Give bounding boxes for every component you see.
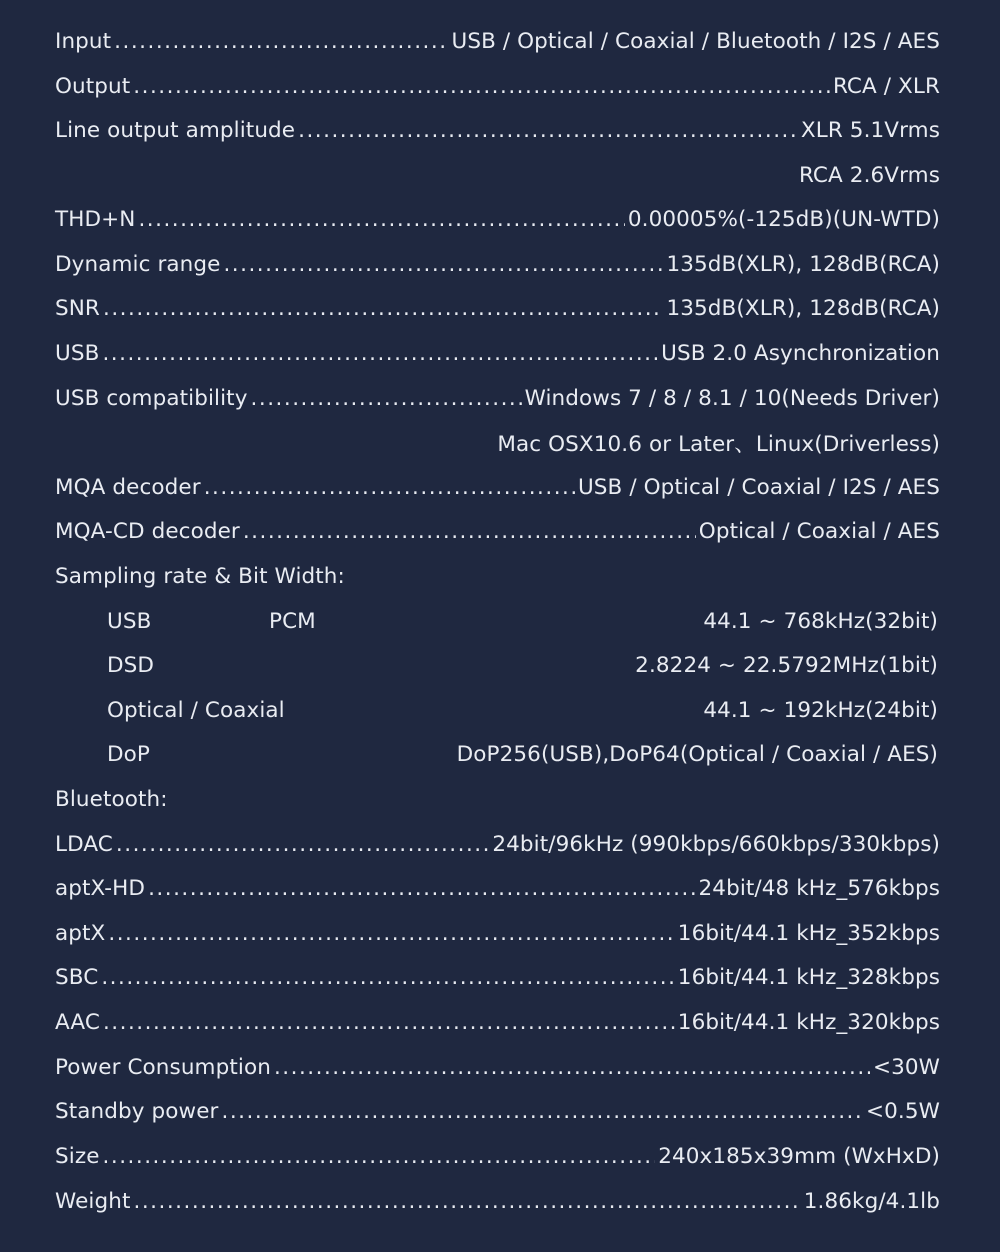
spec-row-snr bbox=[55, 288, 940, 328]
spec-label: USB bbox=[55, 340, 100, 366]
spec-label: Standby power bbox=[55, 1098, 219, 1124]
spec-value: USB / Optical / Coaxial / Bluetooth / I2S / AES bbox=[451, 28, 940, 54]
sampling-heading bbox=[55, 556, 940, 596]
sampling-value: 44.1 ~ 768kHz(32bit) bbox=[703, 608, 938, 634]
leader-dots bbox=[221, 1099, 863, 1124]
bluetooth-row-ldac bbox=[55, 824, 940, 864]
spec-label: SBC bbox=[55, 964, 99, 990]
leader-dots bbox=[134, 1189, 801, 1214]
sampling-row-usb bbox=[107, 601, 938, 641]
leader-dots bbox=[116, 832, 489, 857]
leader-dots bbox=[102, 341, 658, 366]
spec-label: THD+N bbox=[55, 206, 136, 232]
spec-label: Weight bbox=[55, 1188, 131, 1214]
bluetooth-row-aptx bbox=[55, 913, 940, 953]
bluetooth-heading bbox=[55, 779, 940, 819]
spec-label: Dynamic range bbox=[55, 251, 221, 277]
sampling-row-dsd bbox=[107, 645, 938, 685]
spec-value: RCA 2.6Vrms bbox=[798, 162, 940, 188]
spec-label: aptX-HD bbox=[55, 875, 146, 901]
spec-value: RCA / XLR bbox=[832, 73, 940, 99]
spec-row-standby-power bbox=[55, 1091, 940, 1131]
spec-value: 135dB(XLR), 128dB(RCA) bbox=[666, 251, 940, 277]
spec-row-weight bbox=[55, 1181, 940, 1221]
spec-value: 16bit/44.1 kHz_328kbps bbox=[677, 964, 940, 990]
spec-row-size bbox=[55, 1136, 940, 1176]
spec-value: USB / Optical / Coaxial / I2S / AES bbox=[577, 474, 940, 500]
sampling-label: USB bbox=[107, 608, 152, 634]
spec-row-line-output-amplitude bbox=[55, 110, 940, 150]
sampling-value: 44.1 ~ 192kHz(24bit) bbox=[703, 697, 938, 723]
spec-label: Line output amplitude bbox=[55, 117, 296, 143]
spec-label: Input bbox=[55, 28, 112, 54]
leader-dots bbox=[103, 296, 663, 321]
spec-value: Windows 7 / 8 / 8.1 / 10(Needs Driver) bbox=[524, 385, 940, 411]
spec-value: USB 2.0 Asynchronization bbox=[661, 340, 940, 366]
spec-value: Optical / Coaxial / AES bbox=[698, 518, 940, 544]
spec-row-mqa-decoder bbox=[55, 467, 940, 507]
sampling-label: DoP bbox=[107, 741, 150, 767]
leader-dots bbox=[243, 519, 696, 544]
section-heading: Bluetooth: bbox=[55, 786, 168, 812]
sampling-row-dop bbox=[107, 734, 938, 774]
spec-row-usb bbox=[55, 333, 940, 373]
spec-row-input bbox=[55, 21, 940, 61]
sampling-value: 2.8224 ~ 22.5792MHz(1bit) bbox=[635, 652, 938, 678]
bluetooth-row-aac bbox=[55, 1002, 940, 1042]
leader-dots bbox=[204, 475, 575, 500]
spec-value: Mac OSX10.6 or Later、Linux(Driverless) bbox=[497, 431, 940, 457]
spec-value: 1.86kg/4.1lb bbox=[803, 1188, 940, 1214]
spec-value: 16bit/44.1 kHz_352kbps bbox=[677, 920, 940, 946]
spec-row-continuation bbox=[55, 155, 940, 195]
spec-value: <0.5W bbox=[866, 1098, 940, 1124]
spec-label: aptX bbox=[55, 920, 106, 946]
leader-dots bbox=[108, 921, 674, 946]
leader-dots bbox=[274, 1055, 870, 1080]
leader-dots bbox=[133, 74, 830, 99]
spec-row-output bbox=[55, 66, 940, 106]
spec-value: 16bit/44.1 kHz_320kbps bbox=[677, 1009, 940, 1035]
spec-row-usb-compatibility bbox=[55, 378, 940, 418]
spec-label: AAC bbox=[55, 1009, 100, 1035]
leader-dots bbox=[298, 118, 798, 143]
leader-dots bbox=[223, 252, 663, 277]
spec-value: 0.00005%(-125dB)(UN-WTD) bbox=[627, 206, 940, 232]
leader-dots bbox=[103, 1144, 656, 1169]
leader-dots bbox=[148, 876, 695, 901]
spec-value: 24bit/48 kHz_576kbps bbox=[698, 875, 940, 901]
section-heading: Sampling rate & Bit Width: bbox=[55, 563, 345, 589]
spec-value: 24bit/96kHz (990kbps/660kbps/330kbps) bbox=[492, 831, 940, 857]
leader-dots bbox=[251, 386, 522, 411]
spec-label: Output bbox=[55, 73, 131, 99]
bluetooth-row-sbc bbox=[55, 957, 940, 997]
sampling-label: Optical / Coaxial bbox=[107, 697, 285, 723]
leader-dots bbox=[101, 965, 674, 990]
spec-label: USB compatibility bbox=[55, 385, 248, 411]
sampling-row-optical-coaxial bbox=[107, 690, 938, 730]
sampling-value: DoP256(USB),DoP64(Optical / Coaxial / AES) bbox=[456, 741, 938, 767]
bluetooth-row-aptx-hd bbox=[55, 868, 940, 908]
spec-label: MQA-CD decoder bbox=[55, 518, 240, 544]
leader-dots bbox=[103, 1010, 675, 1035]
spec-row-mqa-cd-decoder bbox=[55, 511, 940, 551]
spec-label: SNR bbox=[55, 295, 100, 321]
spec-label: LDAC bbox=[55, 831, 113, 857]
spec-row-thd bbox=[55, 199, 940, 239]
sampling-mode: PCM bbox=[269, 608, 316, 634]
spec-value: <30W bbox=[872, 1054, 940, 1080]
spec-value: 135dB(XLR), 128dB(RCA) bbox=[666, 295, 940, 321]
leader-dots bbox=[138, 207, 624, 232]
spec-label: Power Consumption bbox=[55, 1054, 271, 1080]
sampling-label: DSD bbox=[107, 652, 155, 678]
spec-row-dynamic-range bbox=[55, 244, 940, 284]
spec-label: MQA decoder bbox=[55, 474, 201, 500]
spec-row-continuation bbox=[55, 422, 940, 462]
spec-label: Size bbox=[55, 1143, 100, 1169]
spec-value: XLR 5.1Vrms bbox=[800, 117, 940, 143]
spec-value: 240x185x39mm (WxHxD) bbox=[658, 1143, 940, 1169]
spec-row-power-consumption bbox=[55, 1047, 940, 1087]
leader-dots bbox=[114, 29, 448, 54]
